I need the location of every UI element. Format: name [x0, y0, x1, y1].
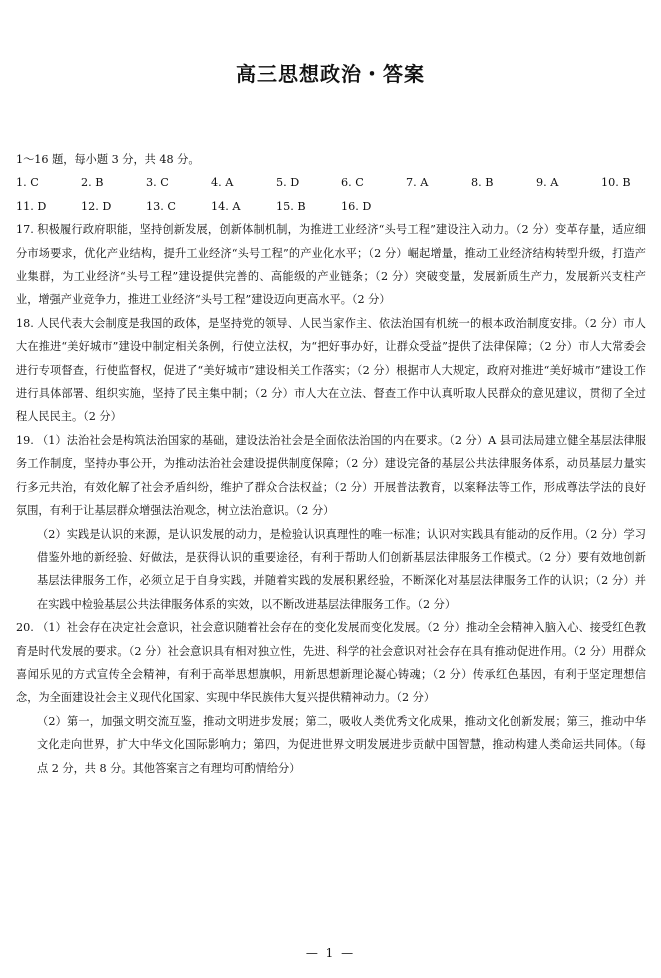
question-19-part-1 — [16, 429, 646, 523]
mc-answer-row-1 — [16, 171, 646, 194]
mc-answer: 11. D — [16, 199, 47, 213]
mc-answer: 4. A — [211, 176, 234, 190]
question-answer-text: （1）法治社会是构筑法治国家的基础，建设法治社会是全面依法治国的内在要求。（2 分）A 县司法局建立健全基层法律服务工作制度，坚持办事公开，为推动法治社会建设提供制度保障；（2 分）建设完备的基层公共法律服务体系，动员基层力量实行多元共治，有效化解了社会矛盾纠纷，维护了群众合法权益；（2 分）开展普法教育，以案释法等工作，形成尊法学法的良好氛围，有利于让基层群众增强法治观念，树立法治意识。（2 分） — [16, 433, 646, 518]
page-number: — 1 — — [305, 946, 356, 960]
mc-answer: 16. D — [341, 199, 372, 213]
question-20-part-1 — [16, 616, 646, 710]
question-number: 20. — [16, 621, 34, 635]
question-number: 19. — [16, 433, 34, 447]
page-title: 高三思想政治・答案 — [236, 62, 425, 86]
mc-answer: 2. B — [81, 176, 104, 190]
mc-answer: 1. C — [16, 176, 39, 190]
question-19-part-2: （2）实践是认识的来源，是认识发展的动力，是检验认识真理性的唯一标准；认识对实践具有能动的反作用。（2 分）学习借鉴外地的新经验、好做法，是获得认识的重要途径，有利于帮助人们创新基层法律服务工作模式。（2 分）要有效地创新基层法律服务工作，必须立足于自身实践，并随着实践的发展积累经验，不断深化对基层法律服务工作的认识；（2 分）并在实践中检验基层公共法律服务体系的实效，以不断改进基层法律服务工作。（2 分） — [37, 527, 646, 611]
mc-answer: 14. A — [211, 199, 241, 213]
question-answer-text: 人民代表大会制度是我国的政体，是坚持党的领导、人民当家作主、依法治国有机统一的根本政治制度安排。（2 分）市人大在推进“美好城市”建设中制定相关条例，行使立法权，为“把好事办好，让群众受益”提供了法律保障；（2 分）市人大常委会进行专项督查，行使监督权，促进了“美好城市”建设相关工作落实；（2 分）根据市人大规定，政府对推进“美好城市”建设工作进行具体部署、组织实施，坚持了民主集中制；（2 分）市人大在立法、督查工作中认真听取人民群众的意见建议，贯彻了全过程人民民主。（2 分） — [16, 316, 646, 424]
mc-answer: 3. C — [146, 176, 169, 190]
mc-answer: 7. A — [406, 176, 429, 190]
mc-answer: 8. B — [471, 176, 494, 190]
mc-answer: 6. C — [341, 176, 364, 190]
mc-answer-row-2 — [16, 195, 646, 218]
mc-answer: 10. B — [601, 176, 631, 190]
mc-answer: 5. D — [276, 176, 300, 190]
mc-answer: 13. C — [146, 199, 176, 213]
question-20-part-2: （2）第一，加强文明交流互鉴，推动文明进步发展；第二，吸收人类优秀文化成果，推动文化创新发展；第三，推动中华文化走向世界，扩大中华文化国际影响力；第四，为促进世界文明发展进步贡献中国智慧，推动构建人类命运共同体。（每点 2 分，共 8 分。其他答案言之有理均可酌情给分） — [37, 714, 646, 775]
mc-answer: 9. A — [536, 176, 559, 190]
question-answer-text: 积极履行政府职能，坚持创新发展，创新体制机制，为推进工业经济“头号工程”建设注入动力。（2 分）变革存量，适应细分市场要求，优化产业结构，提升工业经济“头号工程”的产业化水平；（2 分）崛起增量，推动工业经济结构转型升级，打造产业集群，为工业经济“头号工程”建设提供完善的、高能级的产业链条；（2 分）突破变量，发展新质生产力，发展新兴支柱产业，增强产业竞争力，推进工业经济“头号工程”建设迈向更高水平。（2 分） — [16, 223, 646, 307]
answer-content — [16, 148, 646, 780]
mc-header: 1～16 题，每小题 3 分，共 48 分。 — [16, 153, 200, 166]
question-17 — [16, 218, 646, 312]
question-number: 17. — [16, 223, 34, 237]
question-number: 18. — [16, 316, 34, 330]
question-18 — [16, 312, 646, 429]
mc-answer: 15. B — [276, 199, 306, 213]
mc-answer: 12. D — [81, 199, 112, 213]
question-answer-text: （1）社会存在决定社会意识，社会意识随着社会存在的变化发展而变化发展。（2 分）推动全会精神入脑入心、接受红色教育是时代发展的要求。（2 分）社会意识具有相对独立性，先进、科学的社会意识对社会存在具有推动促进作用。（2 分）用群众喜闻乐见的方式宣传全会精神，有利于高举思想旗帜，用新思想新理论凝心铸魂；（2 分）传承红色基因，有利于坚定理想信念，为全面建设社会主义现代化国家、实现中华民族伟大复兴提供精神动力。（2 分） — [16, 621, 646, 705]
